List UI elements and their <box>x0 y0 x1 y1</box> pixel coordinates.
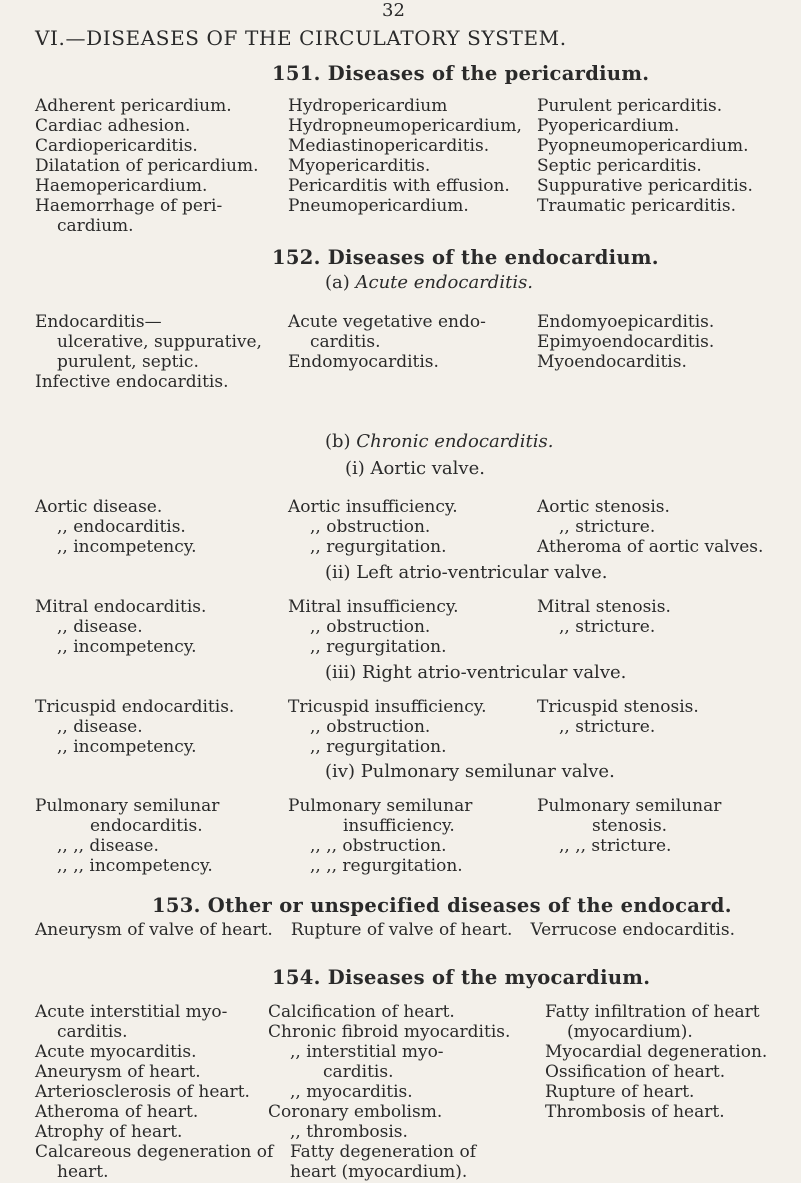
list-item: Acute interstitial myo- <box>35 1002 228 1022</box>
list-item: Aneurysm of valve of heart. <box>35 920 273 940</box>
pulmonary-col3 <box>537 796 721 856</box>
list-item: Pyopericardium. <box>537 116 680 136</box>
list-item: Haemopericardium. <box>35 176 208 196</box>
acute-col3 <box>537 312 714 372</box>
list-item: Dilatation of pericardium. <box>35 156 259 176</box>
list-item: Suppurative pericarditis. <box>537 176 753 196</box>
list-item: Haemorrhage of peri- <box>35 196 223 216</box>
list-item: Endomyoepicarditis. <box>537 312 715 332</box>
subheading-title: Chronic endocarditis. <box>356 431 554 452</box>
mitral-col3 <box>537 597 671 637</box>
list-item: cardium. <box>57 216 134 236</box>
list-item: Cardiopericarditis. <box>35 136 198 156</box>
list-item: Arteriosclerosis of heart. <box>35 1082 250 1102</box>
list-item: Mediastinopericarditis. <box>288 136 490 156</box>
list-item: ,, ,, disease. <box>57 836 159 856</box>
s154-col1 <box>35 1002 273 1182</box>
list-item: purulent, septic. <box>57 352 199 372</box>
page-number: 32 <box>382 0 405 21</box>
list-item: Calcareous degeneration of <box>35 1142 274 1162</box>
list-item: Acute vegetative endo- <box>288 312 486 332</box>
list-item: ,, disease. <box>57 717 143 737</box>
list-item: ,, obstruction. <box>310 517 431 537</box>
subheading-right-av: (iii) Right atrio-ventricular valve. <box>325 662 627 683</box>
list-item: Pyopneumopericardium. <box>537 136 749 156</box>
list-item: ,, obstruction. <box>310 617 431 637</box>
s153-line <box>35 920 753 940</box>
list-item: Hydropneumopericardium, <box>288 116 522 136</box>
subheading-title: Acute endocarditis. <box>355 272 534 293</box>
list-item: ,, thrombosis. <box>290 1122 408 1142</box>
pulmonary-col2 <box>288 796 472 876</box>
list-item: Tricuspid endocarditis. <box>35 697 235 717</box>
list-item: ,, stricture. <box>559 717 656 737</box>
list-item: heart. <box>57 1162 109 1182</box>
list-item: heart (myocardium). <box>290 1162 468 1182</box>
list-item: Tricuspid stenosis. <box>537 697 699 717</box>
subheading-pulmonary: (iv) Pulmonary semilunar valve. <box>325 761 615 782</box>
list-item: Aneurysm of heart. <box>35 1062 201 1082</box>
list-item: Fatty infiltration of heart <box>545 1002 760 1022</box>
s151-col3 <box>537 96 753 216</box>
list-item: insufficiency. <box>343 816 455 836</box>
list-item: Myopericarditis. <box>288 156 431 176</box>
list-item: ,, incompetency. <box>57 537 197 557</box>
list-item: Aortic stenosis. <box>537 497 670 517</box>
list-item: Coronary embolism. <box>268 1102 443 1122</box>
list-item: Pneumopericardium. <box>288 196 469 216</box>
list-item: Ossification of heart. <box>545 1062 726 1082</box>
list-item: Pulmonary semilunar <box>35 796 220 816</box>
acute-col1 <box>35 312 262 392</box>
list-item: ,, incompetency. <box>57 637 197 657</box>
list-item: endocarditis. <box>90 816 203 836</box>
subheading-label: (b) <box>325 431 357 452</box>
list-item: ,, myocarditis. <box>290 1082 413 1102</box>
list-item: Adherent pericardium. <box>35 96 232 116</box>
list-item: Infective endocarditis. <box>35 372 229 392</box>
list-item: Endomyocarditis. <box>288 352 439 372</box>
list-item: ,, ,, incompetency. <box>57 856 213 876</box>
list-item: Myoendocarditis. <box>537 352 687 372</box>
acute-col2 <box>288 312 486 372</box>
list-item: stenosis. <box>592 816 668 836</box>
pulmonary-col1 <box>35 796 219 876</box>
list-item: Epimyoendocarditis. <box>537 332 715 352</box>
list-item: ,, stricture. <box>559 517 656 537</box>
list-item: Fatty degeneration of <box>290 1142 476 1162</box>
list-item: ulcerative, suppurative, <box>57 332 262 352</box>
list-item: Pulmonary semilunar <box>537 796 722 816</box>
list-item: ,, obstruction. <box>310 717 431 737</box>
list-item: Calcification of heart. <box>268 1002 455 1022</box>
list-item: ,, ,, obstruction. <box>310 836 447 856</box>
list-item: carditis. <box>310 332 381 352</box>
list-item: Cardiac adhesion. <box>35 116 191 136</box>
heading-153: 153. Other or unspecified diseases of the endocard. <box>152 894 732 917</box>
list-item: Aortic disease. <box>35 497 163 517</box>
list-item: carditis. <box>57 1022 128 1042</box>
s151-col2 <box>288 96 522 216</box>
heading-152: 152. Diseases of the endocardium. <box>272 246 659 269</box>
list-item: ,, ,, regurgitation. <box>310 856 463 876</box>
tricuspid-col2 <box>288 697 487 757</box>
list-item: (myocardium). <box>567 1022 693 1042</box>
list-item: Acute myocarditis. <box>35 1042 197 1062</box>
subheading-acute <box>325 272 533 293</box>
list-item: Pericarditis with effusion. <box>288 176 510 196</box>
subheading-chronic <box>325 431 554 452</box>
list-item: Verrucose endocarditis. <box>530 920 736 940</box>
list-item: Atheroma of aortic valves. <box>537 537 764 557</box>
subheading-label: (a) <box>325 272 356 293</box>
list-item: Hydropericardium <box>288 96 448 116</box>
aortic-col1 <box>35 497 197 557</box>
list-item: Mitral insufficiency. <box>288 597 459 617</box>
list-item: carditis. <box>323 1062 394 1082</box>
subheading-left-av: (ii) Left atrio-ventricular valve. <box>325 562 608 583</box>
list-item: Thrombosis of heart. <box>545 1102 725 1122</box>
subheading-aortic: (i) Aortic valve. <box>345 458 485 479</box>
list-item: Rupture of valve of heart. <box>290 920 513 940</box>
list-item: Purulent pericarditis. <box>537 96 723 116</box>
mitral-col1 <box>35 597 206 657</box>
list-item: Endocarditis— <box>35 312 162 332</box>
list-item: ,, endocarditis. <box>57 517 186 537</box>
list-item: Aortic insufficiency. <box>288 497 458 517</box>
list-item: Atrophy of heart. <box>35 1122 183 1142</box>
list-item: Atheroma of heart. <box>35 1102 199 1122</box>
tricuspid-col3 <box>537 697 699 737</box>
s154-col3 <box>545 1002 767 1122</box>
list-item: Mitral endocarditis. <box>35 597 207 617</box>
list-item: Septic pericarditis. <box>537 156 702 176</box>
list-item: Tricuspid insufficiency. <box>288 697 487 717</box>
heading-154: 154. Diseases of the myocardium. <box>272 966 651 989</box>
s151-col1 <box>35 96 258 236</box>
list-item: Rupture of heart. <box>545 1082 695 1102</box>
list-item: Mitral stenosis. <box>537 597 671 617</box>
list-item: ,, disease. <box>57 617 143 637</box>
mitral-col2 <box>288 597 459 657</box>
tricuspid-col1 <box>35 697 234 757</box>
section-title: VI.—DISEASES OF THE CIRCULATORY SYSTEM. <box>35 26 567 50</box>
list-item: ,, interstitial myo- <box>290 1042 444 1062</box>
list-item: ,, regurgitation. <box>310 537 447 557</box>
list-item: ,, stricture. <box>559 617 656 637</box>
list-item: ,, regurgitation. <box>310 737 447 757</box>
list-item: Pulmonary semilunar <box>288 796 473 816</box>
list-item: Traumatic pericarditis. <box>537 196 737 216</box>
list-item: ,, incompetency. <box>57 737 197 757</box>
list-item: Myocardial degeneration. <box>545 1042 768 1062</box>
heading-151: 151. Diseases of the pericardium. <box>272 62 650 85</box>
list-item: Chronic fibroid myocarditis. <box>268 1022 511 1042</box>
list-item: ,, ,, stricture. <box>559 836 672 856</box>
aortic-col2 <box>288 497 458 557</box>
aortic-col3 <box>537 497 763 557</box>
list-item: ,, regurgitation. <box>310 637 447 657</box>
s154-col2 <box>268 1002 510 1182</box>
